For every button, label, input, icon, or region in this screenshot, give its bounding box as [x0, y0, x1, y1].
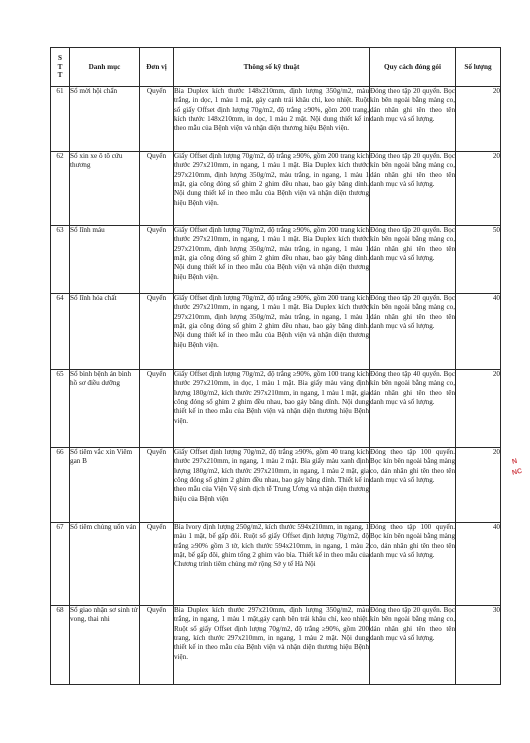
cell-stt: 65	[51, 370, 70, 448]
specification-table	[50, 47, 501, 685]
cell-stt: 67	[51, 523, 70, 606]
cell-thong-so: Giấy Offset định lượng 70g/m2, độ trắng ≥90%, gồm 100 trang kích thước 297x210mm, in dọc, 1 màu 1 mặt. Bìa giấy màu vàng định lượng 180g/m2, kích thước 297x210mm, in ngang, 1 màu 1 mặt, gia công đóng sổ ghim 2 ghim đều nhau, bao gáy băng dính. Nội dung thiết kế in theo mẫu của Bệnh viện và nhận diện thương hiệu Bệnh viện.	[174, 370, 370, 448]
cell-danh-muc: Sổ xin xe ô tô cứu thương	[70, 152, 140, 226]
cell-danh-muc: Sổ tiêm vắc xin Viêm gan B	[70, 448, 140, 523]
header-danh-muc: Danh mục	[70, 48, 140, 87]
cell-don-vi: Quyển	[140, 294, 174, 370]
header-so-luong: Số lượng	[456, 48, 501, 87]
cell-so-luong: 20	[456, 370, 501, 448]
header-don-vi: Đơn vị	[140, 48, 174, 87]
cell-danh-muc: Sổ lĩnh máu	[70, 226, 140, 294]
cell-thong-so: Giấy Offset định lượng 70g/m2, độ trắng ≥90%, gồm 200 trang kích thước 297x210mm, in ngang, 1 màu 1 mặt. Bìa Duplex kích thước 297x210mm, định lượng 350g/m2, màu trắng, in ngang, 1 màu 1 mặt, gia công đóng sổ ghim 2 ghim đều nhau, bao gáy băng dính. Nội dung thiết kế in theo mẫu của Bệnh viện và nhận diện thương hiệu Bệnh viện.	[174, 226, 370, 294]
cell-stt: 62	[51, 152, 70, 226]
cell-so-luong: 50	[456, 226, 501, 294]
cell-don-vi: Quyển	[140, 226, 174, 294]
cell-so-luong: 20	[456, 448, 501, 523]
cell-thong-so: Bìa Duplex kích thước 297x210mm, định lượng 350g/m2, màu trắng, in ngang, 1 màu 1 mặt,gáy cạnh bên trái khâu chỉ, keo nhiệt. Ruột sổ giấy Offset định lượng 70g/m2, độ trắng ≥90%, gồm 200 trang, kích thước 297x210mm, in ngang, 1 màu 2 mặt. Nội dung thiết kế in theo mẫu của Bệnh viện và nhận diện thương hiệu Bệnh viện.	[174, 606, 370, 685]
table-row	[51, 87, 501, 152]
cell-thong-so: Giấy Offset định lượng 70g/m2, độ trắng ≥90%, gồm 200 trang kích thước 297x210mm, in ngang, 1 màu 1 mặt. Bìa Duplex kích thước 297x210mm, định lượng 350g/m2, màu trắng, in ngang, 1 màu 1 mặt, gia công đóng sổ ghim 2 ghim đều nhau, bao gáy băng dính. Nội dung thiết kế in theo mẫu của Bệnh viện và nhận diện thương hiệu Bệnh viện.	[174, 294, 370, 370]
cell-quy-cach: Đóng theo tập 20 quyển. Bọc kín bên ngoài bằng màng co, dán nhãn ghi tên theo tên danh mục và số lượng.	[370, 87, 456, 152]
cell-quy-cach: Đóng theo tập 20 quyển. Bọc kín bên ngoài bằng màng co, dán nhãn ghi tên theo tên danh mục và số lượng.	[370, 606, 456, 685]
table-header-row	[51, 48, 501, 87]
stamp-line: N	[511, 457, 518, 466]
cell-thong-so: Giấy Offset định lượng 70g/m2, độ trắng ≥90%, gồm 200 trang kích thước 297x210mm, in ngang, 1 màu 1 mặt. Bìa Duplex kích thước 297x210mm, định lượng 350g/m2, màu trắng, in ngang, 1 màu 1 mặt, gia công đóng sổ ghim 2 ghim đều nhau, bao gáy băng dính. Nội dung thiết kế in theo mẫu của Bệnh viện và nhận diện thương hiệu Bệnh viện.	[174, 152, 370, 226]
cell-so-luong: 20	[456, 87, 501, 152]
cell-don-vi: Quyển	[140, 606, 174, 685]
table-row	[51, 152, 501, 226]
cell-don-vi: Quyển	[140, 370, 174, 448]
cell-so-luong: 20	[456, 152, 501, 226]
header-quy-cach: Quy cách đóng gói	[370, 48, 456, 87]
cell-stt: 61	[51, 87, 70, 152]
cell-danh-muc: Sổ mời hội chẩn	[70, 87, 140, 152]
cell-danh-muc: Sổ giao nhận sơ sinh tử vong, thai nhi	[70, 606, 140, 685]
table-row	[51, 226, 501, 294]
cell-don-vi: Quyển	[140, 523, 174, 606]
table-row	[51, 606, 501, 685]
cell-quy-cach: Đóng theo tập 40 quyển. Bọc kín bên ngoài bằng màng co, dán nhãn ghi tên theo tên danh mục và số lượng.	[370, 370, 456, 448]
red-stamp-fragment	[512, 455, 530, 575]
header-stt: S T T	[51, 48, 70, 87]
table-row	[51, 370, 501, 448]
cell-stt: 64	[51, 294, 70, 370]
cell-danh-muc: Sổ tiêm chủng uốn ván	[70, 523, 140, 606]
cell-thong-so: Bìa Duplex kích thước 148x210mm, định lượng 350g/m2, màu trắng, in dọc, 1 màu 1 mặt, gáy cạnh trái khâu chỉ, keo nhiệt. Ruột sổ giấy Offset định lượng 70g/m2, độ trắng ≥90%, gồm 200 trang, kích thước 148x210mm, in dọc, 1 màu 2 mặt. Nội dung thiết kế in theo mẫu của Bệnh viện và nhận diện thương hiệu Bệnh viện.	[174, 87, 370, 152]
cell-don-vi: Quyển	[140, 152, 174, 226]
cell-don-vi: Quyển	[140, 448, 174, 523]
cell-danh-muc: Sổ lĩnh hóa chất	[70, 294, 140, 370]
cell-stt: 68	[51, 606, 70, 685]
table-row	[51, 523, 501, 606]
cell-quy-cach: Đóng theo tập 100 quyển. Bọc kín bên ngoài bằng màng co, dán nhãn ghi tên theo tên danh mục và số lượng.	[370, 523, 456, 606]
cell-so-luong: 30	[456, 606, 501, 685]
cell-thong-so: Giấy Offset định lượng 70g/m2, độ trắng ≥90%, gồm 40 trang kích thước 297x210mm, in ngang, 1 màu 2 mặt. Bìa giấy màu xanh định lượng 180g/m2, kích thước 297x210mm, in ngang, 1 màu 2 mặt, gia công đóng sổ ghim 2 ghim đều nhau, bao gáy băng dính. Thiết kế in theo mẫu của Viện Vệ sinh dịch tễ Trung Ương và nhận diện thương hiệu của Bệnh viện	[174, 448, 370, 523]
cell-quy-cach: Đóng theo tập 20 quyển. Bọc kín bên ngoài bằng màng co, dán nhãn ghi tên theo tên danh mục và số lượng.	[370, 294, 456, 370]
header-thong-so: Thông số kỹ thuật	[174, 48, 370, 87]
cell-don-vi: Quyển	[140, 87, 174, 152]
cell-so-luong: 40	[456, 523, 501, 606]
cell-quy-cach: Đóng theo tập 20 quyển. Bọc kín bên ngoài bằng màng co, dán nhãn ghi tên theo tên danh mục và số lượng.	[370, 226, 456, 294]
cell-quy-cach: Đóng theo tập 100 quyển. Bọc kín bên ngoài bằng màng co, dán nhãn ghi tên theo tên danh mục và số lượng.	[370, 448, 456, 523]
stamp-line: NC	[511, 467, 523, 477]
table-row	[51, 294, 501, 370]
cell-thong-so: Bìa Ivory định lượng 250g/m2, kích thước 594x210mm, in ngang, 1 màu 1 mặt, bế gấp đôi. Ruột sổ giấy Offset định lượng 70g/m2, độ trắng ≥90% gồm 3 tờ, kích thước 594x210mm, in ngang, 1 màu 2 mặt, bế gấp đôi, ghim tổng 2 ghim vào bìa. Thiết kế in theo mẫu của Chương trình tiêm chủng mở rộng Sở y tế Hà Nội	[174, 523, 370, 606]
cell-quy-cach: Đóng theo tập 20 quyển. Bọc kín bên ngoài bằng màng co, dán nhãn ghi tên theo tên danh mục và số lượng.	[370, 152, 456, 226]
cell-stt: 63	[51, 226, 70, 294]
cell-so-luong: 40	[456, 294, 501, 370]
cell-stt: 66	[51, 448, 70, 523]
cell-danh-muc: Sổ bình bệnh án bình hồ sơ điều dưỡng	[70, 370, 140, 448]
table-row	[51, 448, 501, 523]
